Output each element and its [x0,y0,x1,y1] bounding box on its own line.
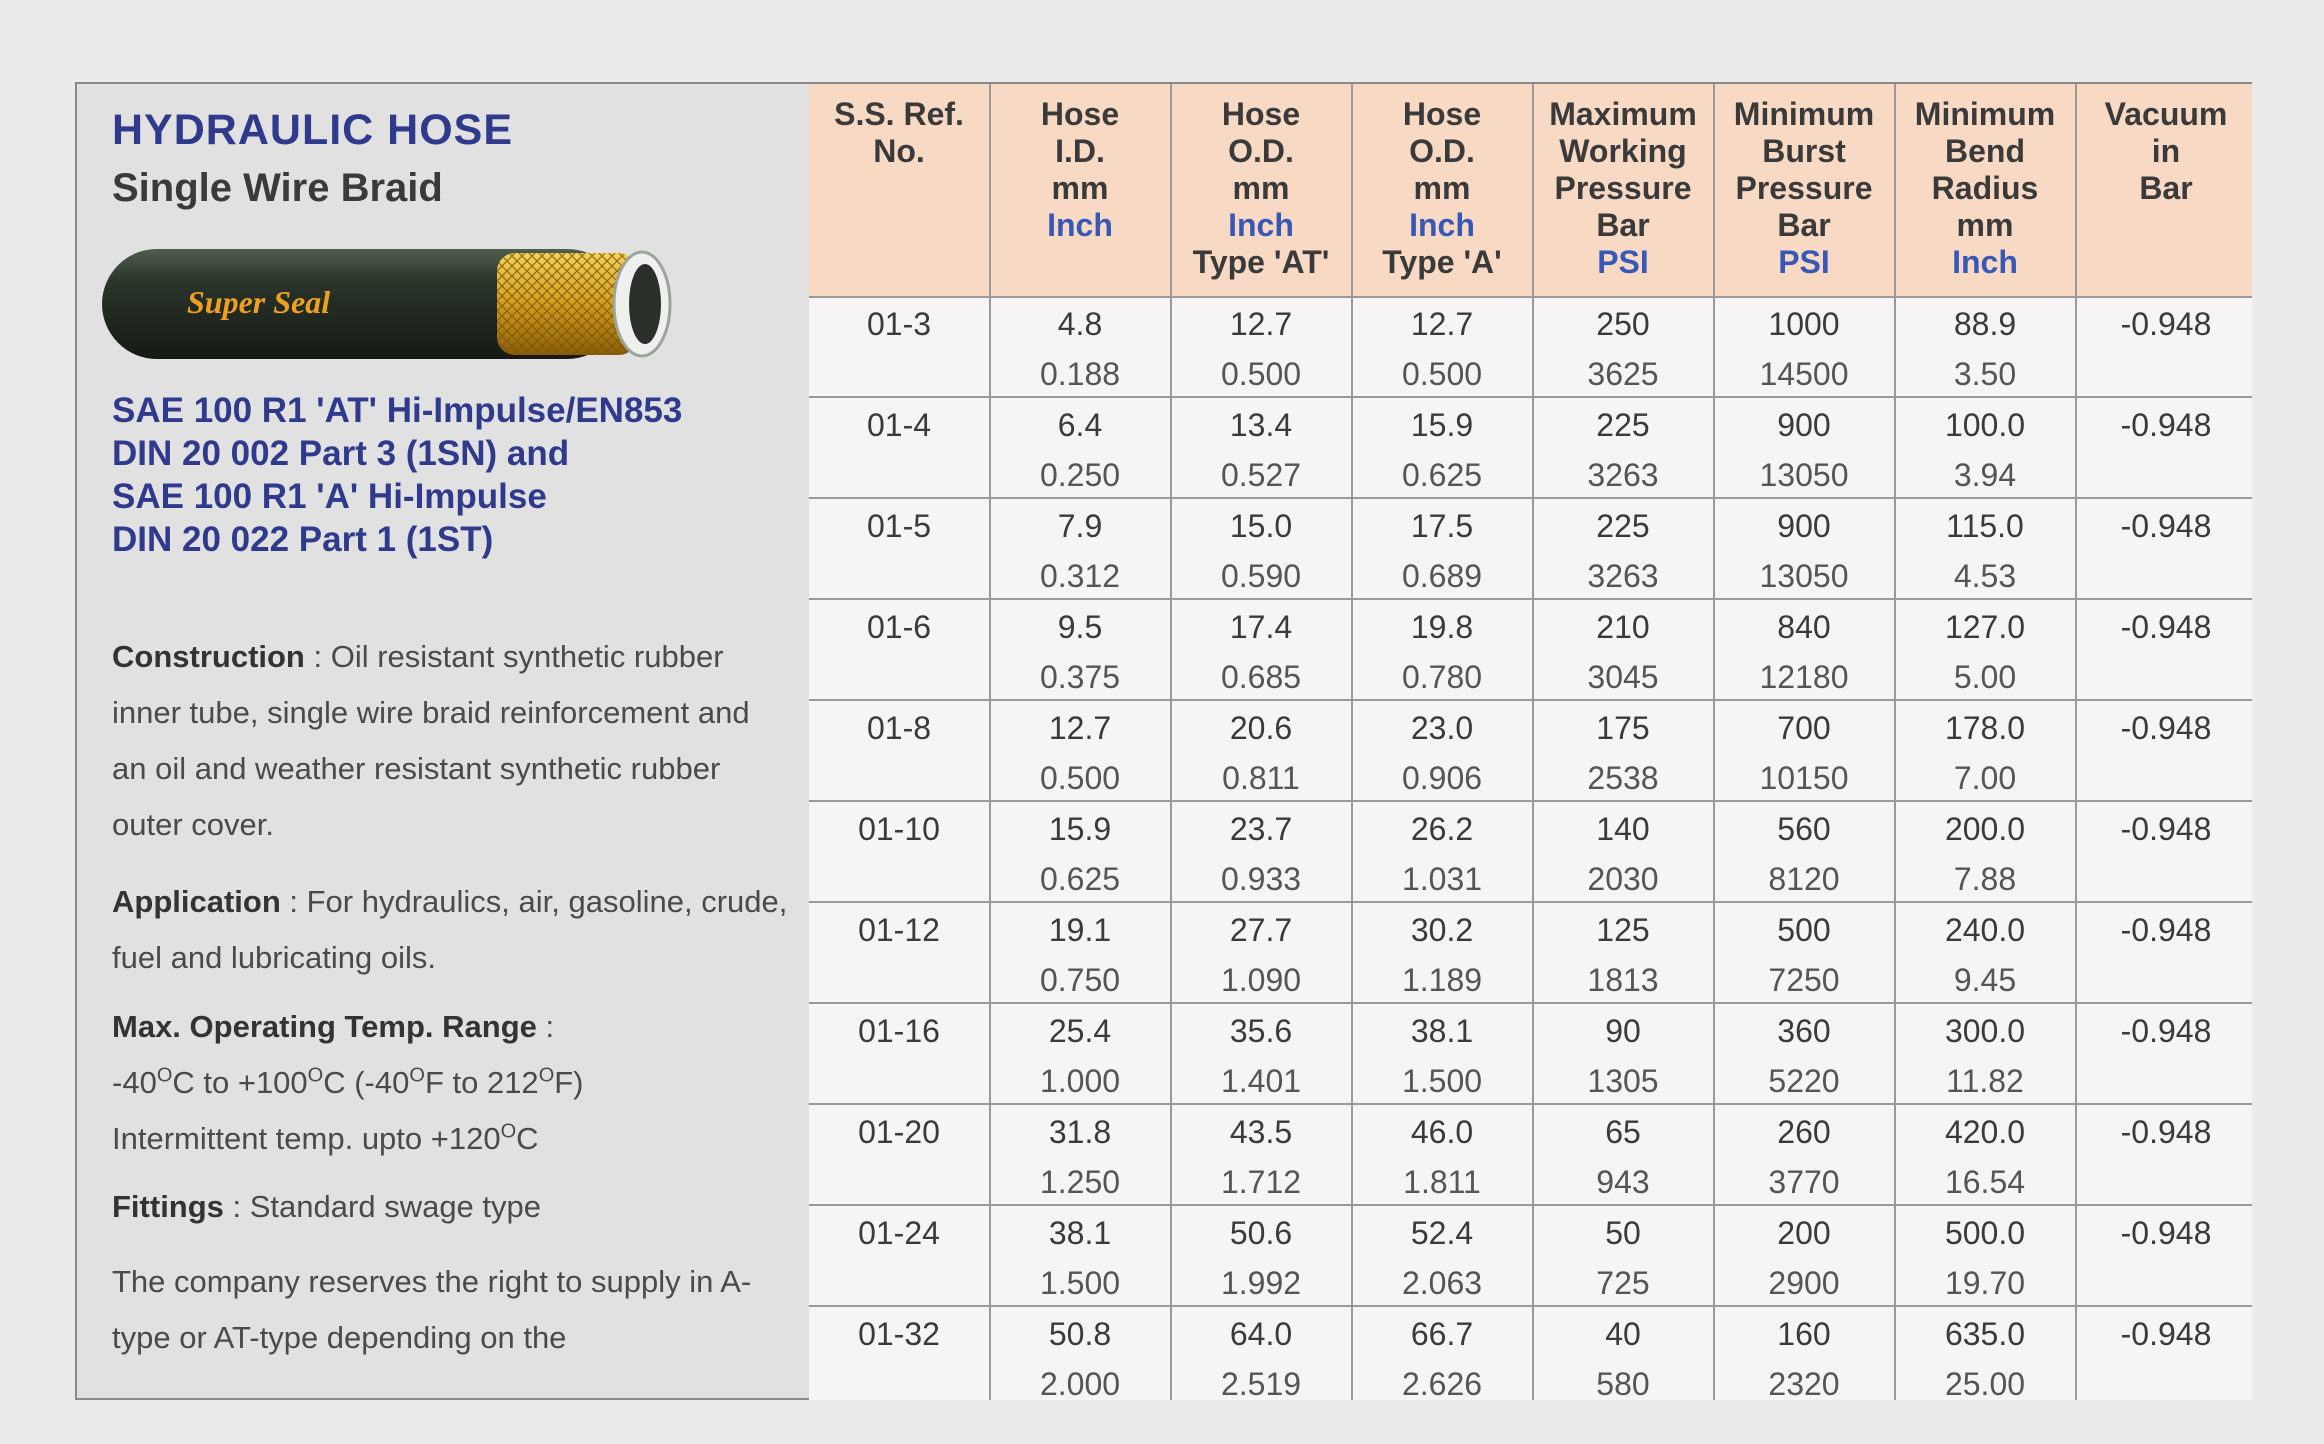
cell-burst-pressure: 8120 [1768,861,1840,897]
cell-od-a: 1.500 [1401,1063,1483,1099]
cell-od-at: 50.6 [1229,1215,1293,1251]
cell-working-pressure: 943 [1596,1164,1650,1200]
cell-vacuum: -0.948 [2120,710,2212,746]
cell-working-pressure: 210 [1596,609,1650,645]
cell-burst-pressure: 5220 [1768,1063,1840,1099]
cell-working-pressure: 2030 [1587,861,1659,897]
standard-line: SAE 100 R1 'A' Hi-Impulse [112,477,547,516]
cell-od-at: 15.0 [1229,508,1293,544]
cell-bend-radius: 88.9 [1953,306,2017,342]
cell-id: 0.375 [1039,659,1121,695]
cell-burst-pressure: 700 [1777,710,1831,746]
cell-burst-pressure: 10150 [1759,760,1849,796]
cell-ref: 01-20 [858,1114,940,1150]
temperature-paragraph [112,999,792,1167]
cell-bend-radius: 25.00 [1944,1366,2026,1402]
cell-od-at: 0.590 [1220,558,1302,594]
header-bend-radius: Minimum Bend Radius mm Inch [1914,96,2056,280]
cell-bend-radius: 500.0 [1944,1215,2026,1251]
standards-list [112,389,792,561]
row-divider [809,901,2252,903]
cell-burst-pressure: 840 [1777,609,1831,645]
cell-od-a: 1.031 [1401,861,1483,897]
cell-id: 25.4 [1048,1013,1112,1049]
cell-od-a: 0.625 [1401,457,1483,493]
cell-vacuum: -0.948 [2120,1215,2212,1251]
cell-id: 38.1 [1048,1215,1112,1251]
header-id: Hose I.D. mm Inch [1040,96,1120,243]
construction-text: : Oil resistant synthetic rubber inner tube, single wire braid reinforcement and an oil and weather resistant synthetic rubber outer cover. [112,639,750,842]
cell-id: 12.7 [1048,710,1112,746]
cell-id: 1.500 [1039,1265,1121,1301]
cell-burst-pressure: 200 [1777,1215,1831,1251]
intermittent-temp: Intermittent temp. upto $+120^OC$ [112,1120,539,1156]
brand-logo: Super Seal [187,284,331,320]
cell-ref: 01-32 [858,1316,940,1352]
cell-id: 4.8 [1057,306,1103,342]
cell-id: 0.250 [1039,457,1121,493]
cell-burst-pressure: 2320 [1768,1366,1840,1402]
cell-ref: 01-12 [858,912,940,948]
cell-working-pressure: 65 [1605,1114,1641,1150]
cell-id: 0.188 [1039,356,1121,392]
cell-id: 6.4 [1057,407,1103,443]
cell-vacuum: -0.948 [2120,811,2212,847]
cell-od-a: 2.626 [1401,1366,1483,1402]
product-title: HYDRAULIC HOSE [112,106,514,154]
row-divider [809,800,2252,802]
cell-id: 0.750 [1039,962,1121,998]
cell-burst-pressure: 7250 [1768,962,1840,998]
row-divider [809,1002,2252,1004]
fittings-text: : Standard swage type [223,1189,542,1224]
cell-working-pressure: 3045 [1587,659,1659,695]
cell-od-a: 0.906 [1401,760,1483,796]
cell-od-a: 15.9 [1410,407,1474,443]
cell-burst-pressure: 900 [1777,407,1831,443]
description-panel [77,84,809,1398]
row-divider [809,699,2252,701]
cell-burst-pressure: 560 [1777,811,1831,847]
cell-burst-pressure: 500 [1777,912,1831,948]
cell-burst-pressure: 13050 [1759,457,1849,493]
cell-working-pressure: 725 [1596,1265,1650,1301]
cell-bend-radius: 420.0 [1944,1114,2026,1150]
header-ref: S.S. Ref. No. [834,96,964,169]
table-header [809,84,2252,298]
cell-od-at: 1.090 [1220,962,1302,998]
cell-vacuum: -0.948 [2120,1013,2212,1049]
cell-id: 7.9 [1057,508,1103,544]
cell-working-pressure: 125 [1596,912,1650,948]
cell-vacuum: -0.948 [2120,306,2212,342]
header-od-a: Hose O.D. mm Inch Type 'A' [1382,96,1502,280]
row-divider [809,1103,2252,1105]
cell-working-pressure: 1305 [1587,1063,1659,1099]
cell-vacuum: -0.948 [2120,1114,2212,1150]
cell-od-at: 64.0 [1229,1316,1293,1352]
standard-line: SAE 100 R1 'AT' Hi-Impulse/EN853 [112,391,683,430]
cell-od-a: 1.811 [1403,1164,1481,1200]
cell-od-a: 17.5 [1410,508,1474,544]
cell-bend-radius: 635.0 [1944,1316,2026,1352]
row-divider [809,497,2252,499]
cell-ref: 01-10 [858,811,940,847]
cell-burst-pressure: 900 [1777,508,1831,544]
cell-bend-radius: 178.0 [1944,710,2026,746]
cell-vacuum: -0.948 [2120,508,2212,544]
fittings-paragraph [112,1179,792,1235]
cell-id: 1.250 [1039,1164,1121,1200]
cell-working-pressure: 3263 [1587,558,1659,594]
cell-id: 50.8 [1048,1316,1112,1352]
row-divider [809,1305,2252,1307]
cell-burst-pressure: 1000 [1768,306,1840,342]
header-working-pressure: Maximum Working Pressure Bar PSI [1549,96,1697,280]
cell-vacuum: -0.948 [2120,609,2212,645]
cell-od-at: 0.811 [1222,760,1300,796]
cell-bend-radius: 19.70 [1944,1265,2026,1301]
cell-od-a: 23.0 [1410,710,1474,746]
cell-working-pressure: 50 [1605,1215,1641,1251]
header-vacuum: Vacuum in Bar [2104,96,2228,206]
cell-od-a: 0.689 [1401,558,1483,594]
cell-od-a: 2.063 [1401,1265,1483,1301]
cell-od-a: 0.780 [1401,659,1483,695]
cell-bend-radius: 300.0 [1944,1013,2026,1049]
cell-od-at: 13.4 [1229,407,1293,443]
note-paragraph: The company reserves the right to supply in A-type or AT-type depending on the [112,1264,752,1355]
cell-od-a: 26.2 [1410,811,1474,847]
cell-burst-pressure: 2900 [1768,1265,1840,1301]
cell-ref: 01-4 [866,407,932,443]
cell-bend-radius: 127.0 [1944,609,2026,645]
cell-burst-pressure: 12180 [1759,659,1849,695]
cell-od-at: 0.933 [1220,861,1302,897]
cell-bend-radius: 16.54 [1944,1164,2026,1200]
cell-id: 31.8 [1048,1114,1112,1150]
cell-id: 15.9 [1048,811,1112,847]
spec-sheet [75,82,2252,1400]
cell-ref: 01-24 [858,1215,940,1251]
cell-od-a: 52.4 [1410,1215,1474,1251]
cell-working-pressure: 90 [1605,1013,1641,1049]
hose-image [97,241,677,366]
cell-ref: 01-3 [866,306,932,342]
construction-paragraph [112,629,792,853]
temp-label: Max. Operating Temp. Range [112,1009,537,1044]
cell-od-a: 12.7 [1410,306,1474,342]
cell-id: 9.5 [1057,609,1103,645]
cell-working-pressure: 175 [1596,710,1650,746]
cell-bend-radius: 11.82 [1946,1063,2024,1099]
cell-bend-radius: 7.00 [1953,760,2017,796]
cell-od-a: 19.8 [1410,609,1474,645]
cell-bend-radius: 3.94 [1953,457,2017,493]
standard-line: DIN 20 022 Part 1 (1ST) [112,520,494,559]
cell-od-a: 30.2 [1410,912,1474,948]
row-divider [809,396,2252,398]
application-label: Application [112,884,281,919]
cell-bend-radius: 5.00 [1953,659,2017,695]
cell-id: 19.1 [1048,912,1112,948]
cell-ref: 01-6 [866,609,932,645]
cell-burst-pressure: 3770 [1768,1164,1840,1200]
row-divider [809,1204,2252,1206]
cell-working-pressure: 250 [1596,306,1650,342]
cell-working-pressure: 225 [1596,407,1650,443]
cell-od-at: 1.401 [1220,1063,1302,1099]
cell-od-at: 27.7 [1229,912,1293,948]
cell-ref: 01-16 [858,1013,940,1049]
cell-od-at: 20.6 [1229,710,1293,746]
product-subtitle: Single Wire Braid [112,166,443,210]
construction-label: Construction [112,639,305,674]
cell-ref: 01-5 [866,508,932,544]
spec-table [809,84,2252,1400]
row-divider [809,598,2252,600]
cell-od-at: 23.7 [1229,811,1293,847]
cell-od-at: 12.7 [1229,306,1293,342]
cell-od-at: 2.519 [1220,1366,1302,1402]
cell-working-pressure: 40 [1605,1316,1641,1352]
cell-working-pressure: 225 [1596,508,1650,544]
cell-burst-pressure: 13050 [1759,558,1849,594]
cell-od-at: 1.992 [1220,1265,1302,1301]
cell-od-a: 1.189 [1401,962,1483,998]
cell-od-at: 43.5 [1229,1114,1293,1150]
cell-burst-pressure: 260 [1777,1114,1831,1150]
cell-od-a: 46.0 [1410,1114,1474,1150]
cell-burst-pressure: 14500 [1759,356,1849,392]
fittings-label: Fittings [112,1189,224,1224]
cell-working-pressure: 1813 [1587,962,1659,998]
cell-od-a: 0.500 [1401,356,1483,392]
cell-id: 2.000 [1039,1366,1121,1402]
cell-id: 0.312 [1039,558,1121,594]
standard-line: DIN 20 002 Part 3 (1SN) and [112,434,570,473]
header-burst-pressure: Minimum Burst Pressure Bar PSI [1733,96,1875,280]
cell-od-at: 0.527 [1220,457,1302,493]
cell-working-pressure: 580 [1596,1366,1650,1402]
cell-bend-radius: 240.0 [1944,912,2026,948]
cell-bend-radius: 100.0 [1944,407,2026,443]
cell-id: 0.625 [1039,861,1121,897]
cell-working-pressure: 140 [1596,811,1650,847]
cell-id: 1.000 [1039,1063,1121,1099]
cell-working-pressure: 3625 [1587,356,1659,392]
cell-bend-radius: 9.45 [1953,962,2017,998]
cell-id: 0.500 [1039,760,1121,796]
cell-od-a: 38.1 [1410,1013,1474,1049]
application-paragraph [112,874,792,986]
cell-vacuum: -0.948 [2120,912,2212,948]
cell-vacuum: -0.948 [2120,407,2212,443]
cell-bend-radius: 4.53 [1953,558,2017,594]
cell-working-pressure: 2538 [1587,760,1659,796]
cell-od-at: 0.685 [1220,659,1302,695]
cell-vacuum: -0.948 [2120,1316,2212,1352]
header-od-at: Hose O.D. mm Inch Type 'AT' [1192,96,1330,280]
application-text: : For hydraulics, air, gasoline, crude, fuel and lubricating oils. [112,884,788,975]
cell-od-at: 35.6 [1229,1013,1293,1049]
cell-bend-radius: 200.0 [1944,811,2026,847]
cell-od-at: 0.500 [1220,356,1302,392]
temp-range: $-40^OC$ to $+100^OC$ ($-40^OF$ to $212^OF$) [112,1064,584,1100]
temp-separator: : [536,1009,555,1044]
cell-od-at: 1.712 [1220,1164,1302,1200]
cell-od-at: 17.4 [1229,609,1293,645]
cell-burst-pressure: 160 [1777,1316,1831,1352]
cell-od-a: 66.7 [1410,1316,1474,1352]
cell-ref: 01-8 [866,710,932,746]
cell-bend-radius: 3.50 [1953,356,2017,392]
cell-bend-radius: 115.0 [1946,508,2024,544]
cell-bend-radius: 7.88 [1953,861,2017,897]
cell-working-pressure: 3263 [1587,457,1659,493]
cell-burst-pressure: 360 [1777,1013,1831,1049]
